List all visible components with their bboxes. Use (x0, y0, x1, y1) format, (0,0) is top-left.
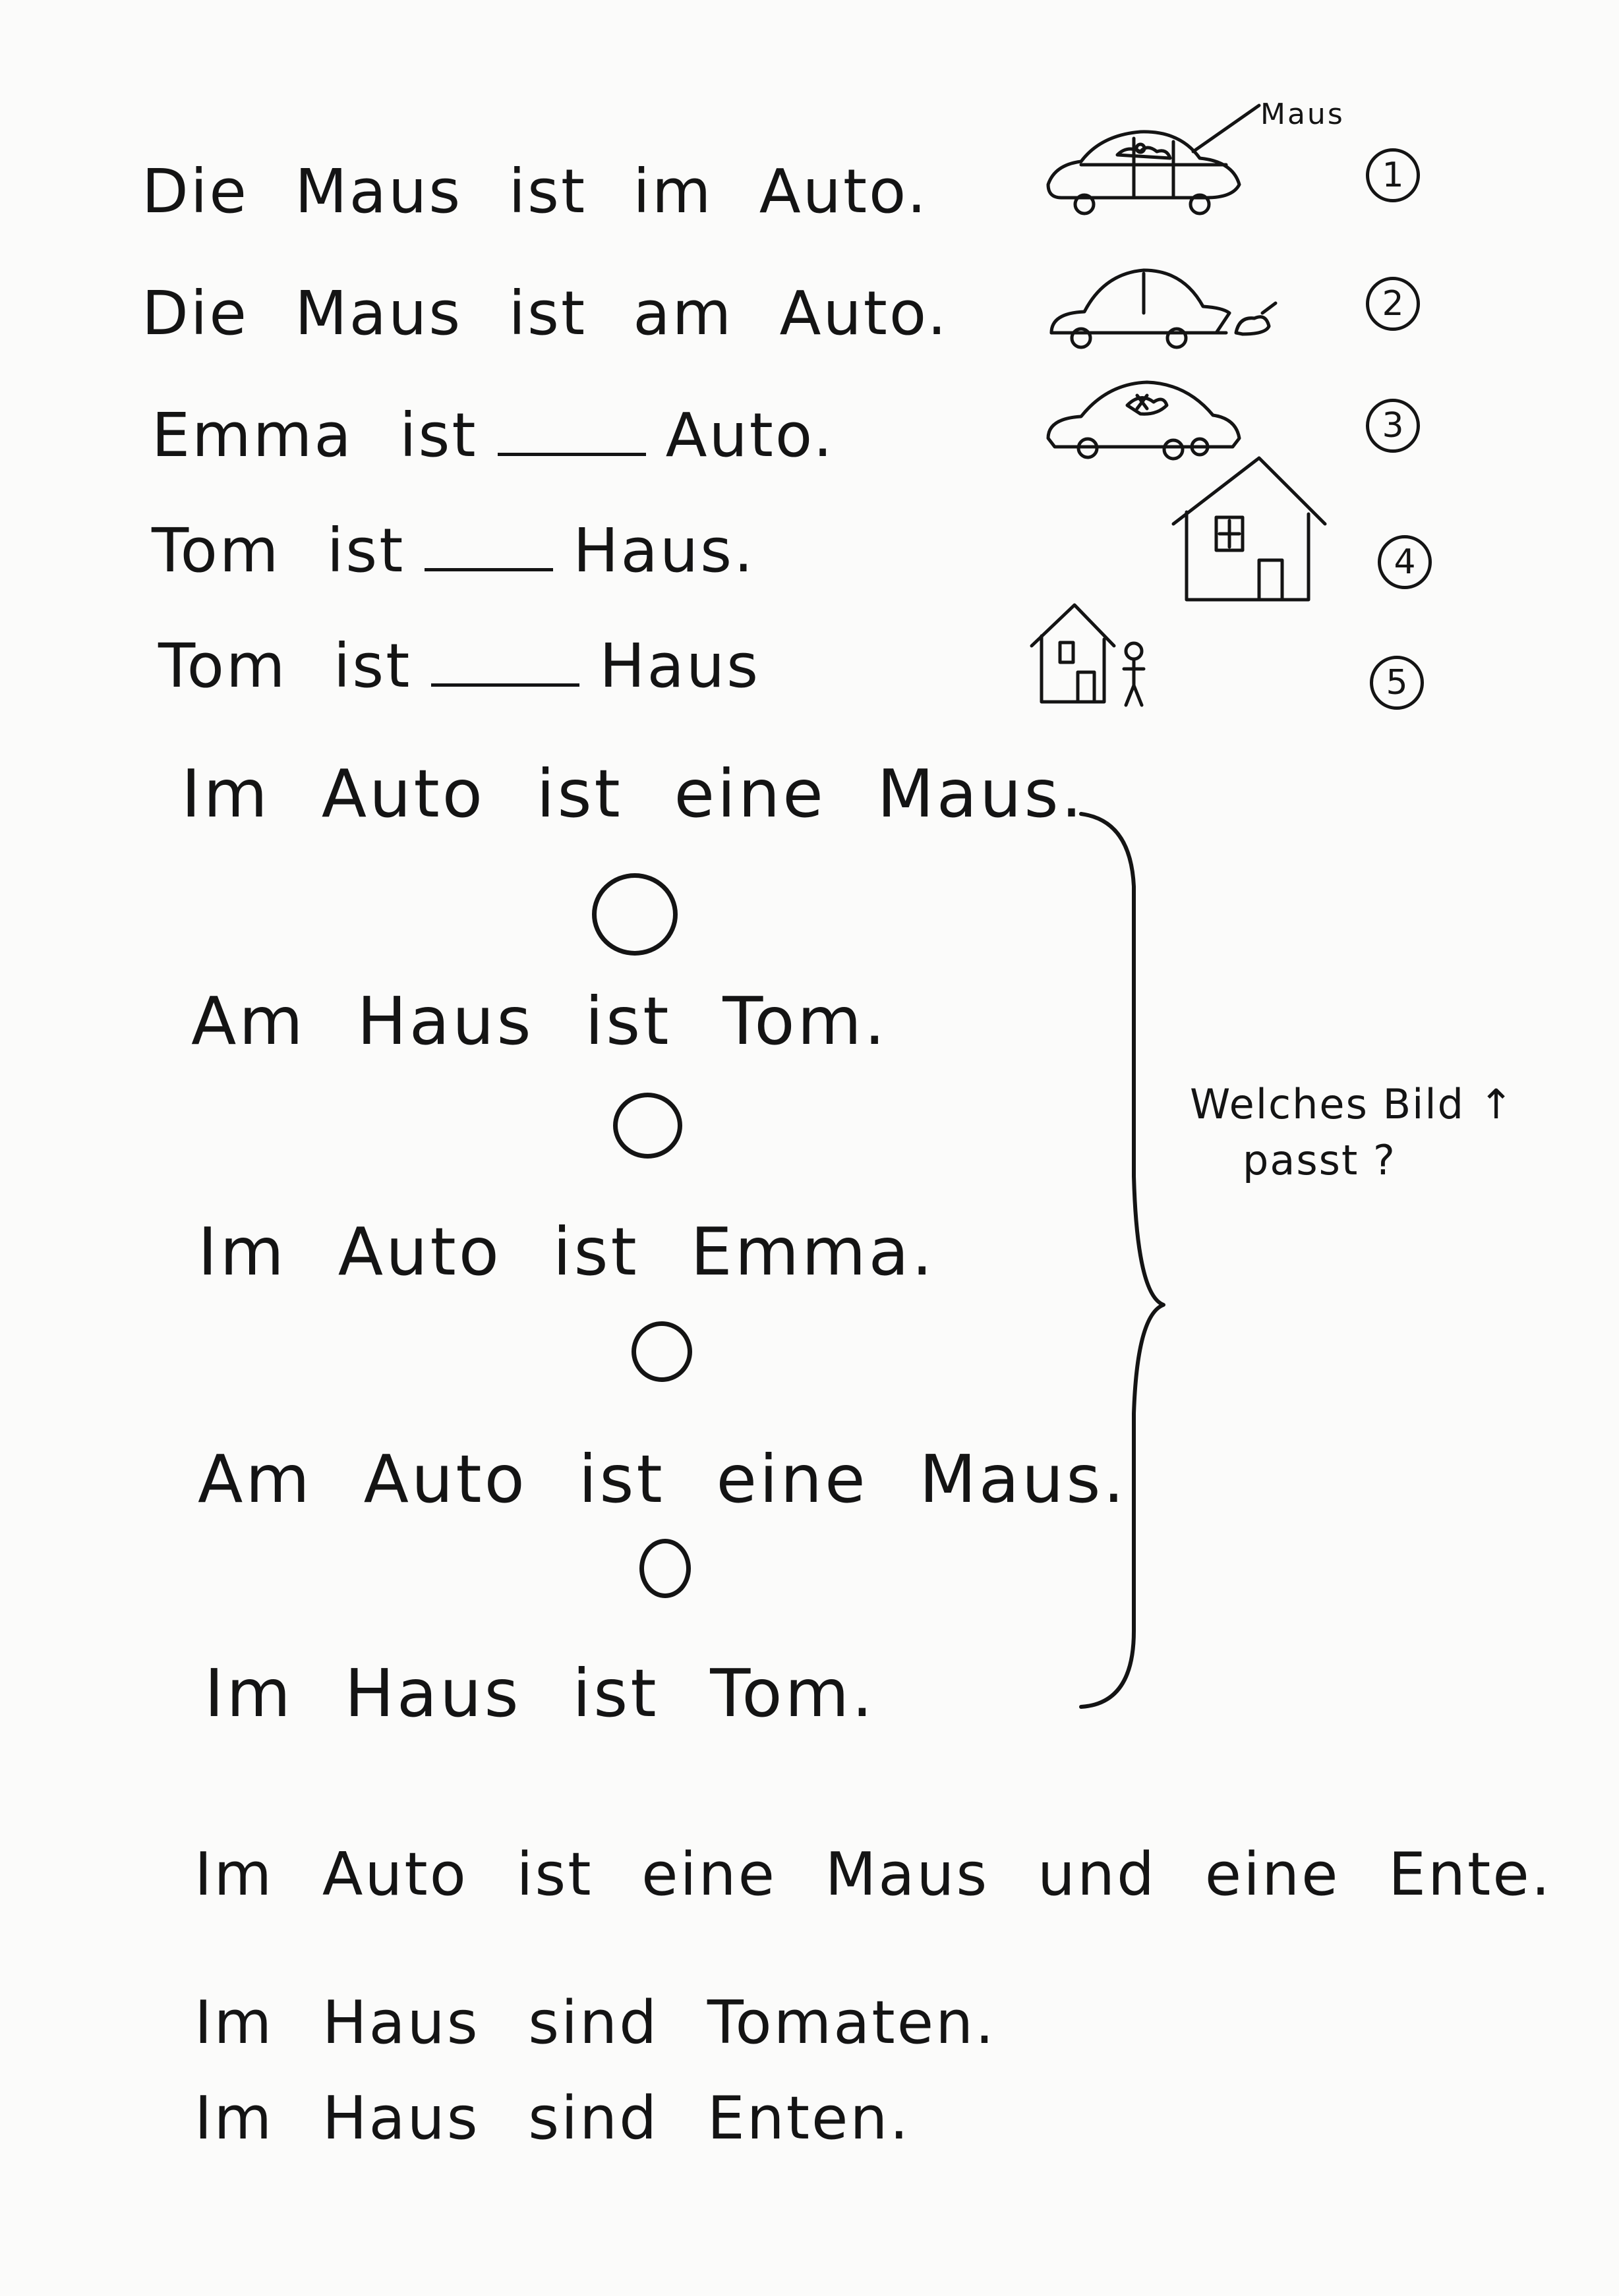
exercise2-sentence-5: Im Haus ist Tom. (204, 1655, 875, 1732)
answer-blank[interactable] (425, 568, 553, 571)
sentence-end: Haus. (573, 515, 755, 586)
picture-number-2: 2 (1366, 277, 1420, 331)
answer-blank[interactable] (498, 453, 646, 456)
exercise1-sentence-2: Die Maus ist am Auto. (142, 278, 949, 349)
sentence-end: Auto. (665, 400, 835, 471)
exercise1-sentence-1: Die Maus ist im Auto. (142, 156, 928, 227)
sentence-start: Tom ist (158, 631, 412, 701)
picture-number-5: 5 (1370, 656, 1424, 710)
sentence-start: Tom ist (152, 515, 405, 586)
exercise2-sentence-3: Im Auto ist Emma. (198, 1213, 935, 1290)
sentence-end: Haus (599, 631, 761, 701)
exercise3-sentence-2: Im Haus sind Tomaten. (194, 1988, 996, 2057)
exercise2-sentence-1: Im Auto ist eine Maus. (181, 755, 1085, 832)
picture-number-1: 1 (1366, 148, 1420, 202)
car-mouse-inside-icon (1042, 92, 1252, 237)
exercise3-sentence-1: Im Auto ist eine Maus und eine Ente. (194, 1840, 1552, 1909)
exercise2-sentence-4: Am Auto ist eine Maus. (198, 1441, 1127, 1518)
instruction-line-1: Welches Bild ↑ (1190, 1080, 1515, 1128)
picture-number-4: 4 (1378, 535, 1432, 589)
exercise3-sentence-3: Im Haus sind Enten. (194, 2084, 911, 2153)
maus-label: Maus (1260, 98, 1345, 131)
answer-circle[interactable] (613, 1093, 682, 1159)
answer-circle[interactable] (632, 1321, 692, 1382)
car-mouse-outside-icon (1045, 260, 1295, 359)
answer-blank[interactable] (431, 683, 579, 687)
exercise1-sentence-4 (152, 515, 755, 586)
answer-circle[interactable] (639, 1539, 691, 1598)
sentence-start: Emma ist (152, 400, 478, 471)
answer-circle[interactable] (592, 873, 678, 956)
exercise1-sentence-5 (158, 631, 761, 701)
house-tom-outside-icon (1028, 600, 1180, 712)
exercise1-sentence-3 (152, 400, 835, 471)
curly-brace (1068, 807, 1167, 1717)
house-tom-inside-icon (1167, 451, 1338, 610)
picture-number-3: 3 (1366, 399, 1420, 453)
exercise2-sentence-2: Am Haus ist Tom. (191, 983, 888, 1060)
instruction-line-2: passt ? (1243, 1136, 1396, 1184)
